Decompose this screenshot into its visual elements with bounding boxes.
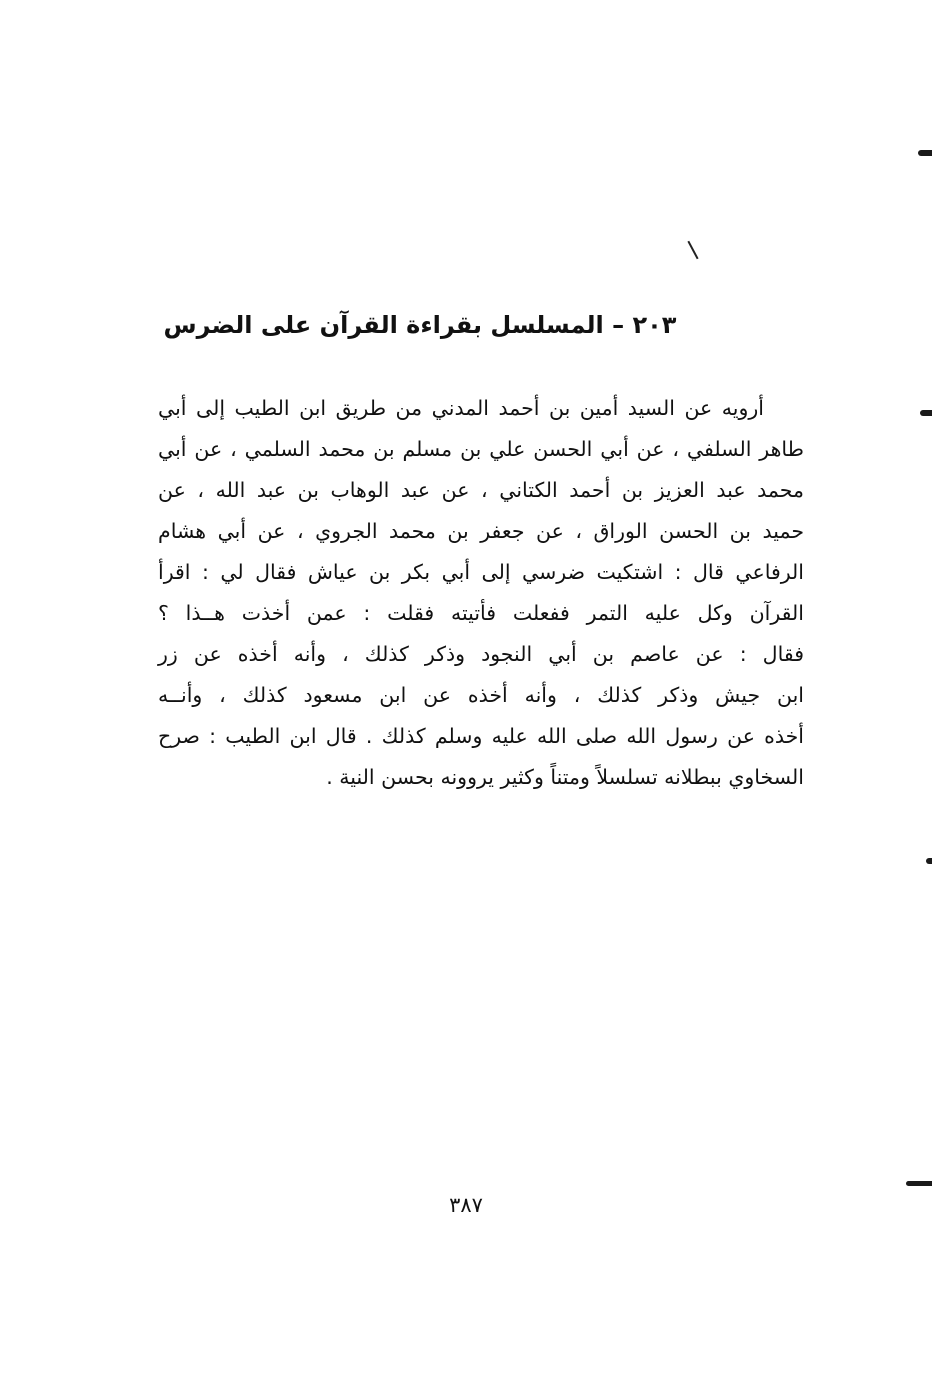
text-line: حميد بن الحسن الوراق ، عن جعفر بن محمد الجروي ، عن أبي هشام <box>158 519 804 543</box>
text-line: محمد عبد العزيز بن أحمد الكتاني ، عن عبد الوهاب بن عبد الله ، عن <box>158 478 804 502</box>
text-line: السخاوي ببطلانه تسلسلاً ومتناً وكثير يروونه بحسن النية . <box>326 765 804 789</box>
text-line: أرويه عن السيد أمين بن أحمد المدني من طريق ابن الطيب إلى أبي <box>158 396 764 420</box>
text-line: أخذه عن رسول الله صلى الله عليه وسلم كذلك . قال ابن الطيب : صرح <box>158 724 804 748</box>
text-line: ابن جيش وذكر كذلك ، وأنه أخذه عن ابن مسعود كذلك ، وأنــه <box>158 683 804 707</box>
scan-edge-mark <box>920 410 932 416</box>
section-heading: ٢٠٣ – المسلسل بقراءة القرآن على الضرس <box>163 311 677 339</box>
text-line: طاهر السلفي ، عن أبي الحسن علي بن مسلم بن محمد السلمي ، عن أبي <box>158 437 804 461</box>
page-number: ٣٨٧ <box>449 1193 483 1217</box>
body-paragraph <box>158 388 804 798</box>
stray-pen-mark <box>687 241 698 260</box>
scan-edge-mark <box>906 1181 932 1186</box>
text-line: فقال : عن عاصم بن أبي النجود وذكر كذلك ، وأنه أخذه عن زر <box>158 642 804 666</box>
text-line: القرآن وكل عليه التمر ففعلت فأتيته فقلت : عمن أخذت هــذا ؟ <box>158 601 804 625</box>
text-line: الرفاعي قال : اشتكيت ضرسي إلى أبي بكر بن عياش فقال لي : اقرأ <box>158 560 804 584</box>
scan-edge-mark <box>926 858 932 864</box>
scan-edge-mark <box>918 150 932 156</box>
